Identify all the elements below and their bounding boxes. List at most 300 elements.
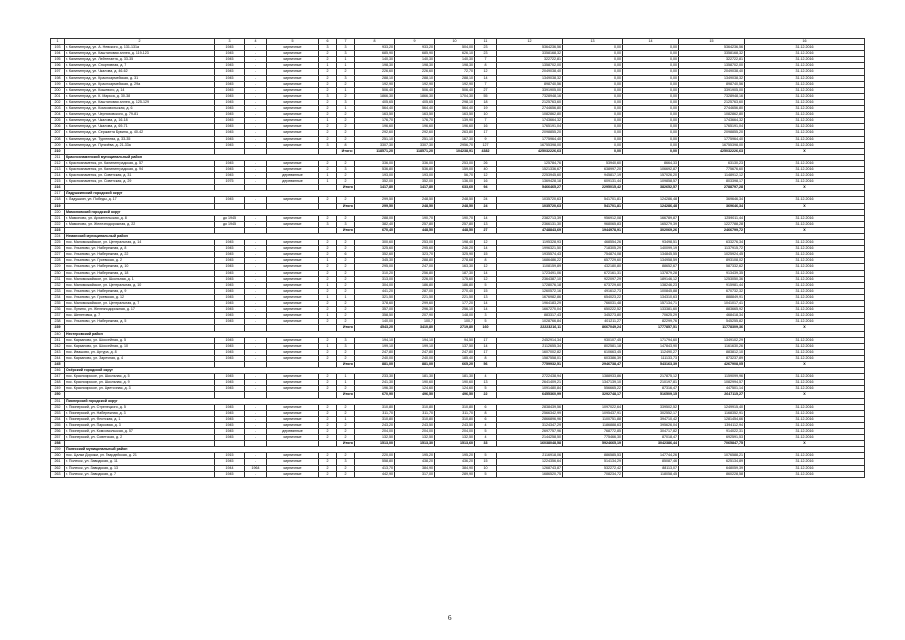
row-number: 242 [51, 343, 65, 349]
table-cell: 124286,48 [623, 203, 679, 209]
table-cell: 1667270,04 [497, 307, 563, 313]
table-cell: 8 [475, 63, 497, 69]
table-cell: 2744656,80 [497, 106, 563, 112]
address-cell: г. Калининград, ул. Каштановая аллея, д. 119-123 [65, 51, 215, 57]
table-cell: 124286,48 [623, 197, 679, 203]
table-cell: 1945 [215, 422, 245, 428]
table-cell: 270,40 [435, 288, 475, 294]
table-cell: 556665,22 [563, 386, 623, 392]
table-cell: 5 [475, 386, 497, 392]
table-cell: - [245, 380, 267, 386]
table-cell: 1100751,88 [563, 416, 623, 422]
table-cell: 31.12.2016 [745, 99, 865, 105]
row-number: 203 [51, 106, 65, 112]
table-cell: 1945 [215, 386, 245, 392]
table-cell: 1866,30 [395, 93, 435, 99]
table-cell: кирпичные [267, 69, 319, 75]
table-cell: 1945 [215, 270, 245, 276]
table-cell: 196,30 [355, 386, 395, 392]
table-cell: кирпичные [267, 118, 319, 124]
table-cell: 1 [337, 87, 355, 93]
table-cell: 2 [319, 57, 337, 63]
table-cell: 448,50 [395, 227, 435, 233]
table-cell: 1743664,32 [679, 118, 745, 124]
table-cell: 15 [475, 252, 497, 258]
table-cell: 31.12.2016 [745, 63, 865, 69]
table-cell: 31.12.2016 [745, 422, 865, 428]
table-cell: - [245, 294, 267, 300]
address-cell: г. Калининград, ул. Красноармейская, д. 29а [65, 81, 215, 87]
table-cell: 1268743,87 [497, 465, 563, 471]
table-cell: 2 [337, 422, 355, 428]
table-cell: кирпичные [267, 355, 319, 361]
row-number: 193 [51, 45, 65, 51]
table-cell: 323,70 [395, 252, 435, 258]
table-cell: 2 [337, 435, 355, 441]
table-cell: кирпичные [267, 51, 319, 57]
address-cell: г. Калининград, ул. Тургенева, д. 33-35 [65, 136, 215, 142]
row-number: 258 [51, 441, 65, 447]
table-cell: Итого [337, 203, 355, 209]
row-number: 196 [51, 63, 65, 69]
table-cell: 16755398,00 [679, 142, 745, 148]
table-cell: 945817,19 [563, 173, 623, 179]
address-cell: г. Калининград, ул. Красноармейская, д. 31 [65, 75, 215, 81]
table-cell: 3 [337, 75, 355, 81]
address-cell: пос. Карзаново, ул. Шоссейная, д. 5 [65, 337, 215, 343]
table-cell: 310,20 [355, 270, 395, 276]
column-number: 9 [395, 39, 435, 45]
column-number: 15 [679, 39, 745, 45]
table-cell: 2 [319, 136, 337, 142]
table-cell: 4382 [475, 148, 497, 154]
table-cell: 352,00 [395, 179, 435, 185]
table-cell: кирпичные [267, 124, 319, 130]
row-number: 238 [51, 319, 65, 325]
table-cell: 1347139,10 [563, 380, 623, 386]
table-cell: кирпичные [267, 87, 319, 93]
table-cell: 15 [475, 459, 497, 465]
table-cell: 506,40 [435, 87, 475, 93]
table-cell: 2049038,40 [679, 69, 745, 75]
table-cell: 175,60 [435, 276, 475, 282]
table-cell: 311,70 [435, 410, 475, 416]
table-cell: 31.12.2016 [745, 160, 865, 166]
row-number: 246 [51, 368, 65, 374]
section-title: Озёрский городской округ [65, 368, 865, 374]
table-cell: 5 [475, 319, 497, 325]
table-cell: 1 [337, 63, 355, 69]
table-cell: 24 [475, 197, 497, 203]
table-cell: 2 [319, 106, 337, 112]
table-cell: 1195328,93 [497, 240, 563, 246]
address-cell: пос. Ульяново, ул. Набережная, д. 9 [65, 288, 215, 294]
table-cell: 438,20 [395, 459, 435, 465]
address-cell: г. Пионерский, ул. Парковая, д. 3 [65, 422, 215, 428]
table-cell: 3 [337, 343, 355, 349]
table-cell: 1996321,50 [497, 246, 563, 252]
table-cell: 2 [319, 471, 337, 477]
table-cell: 468554,26 [563, 240, 623, 246]
address-cell: пос. Цалки Дорожи, ул. Гвардейская, д. 21 [65, 453, 215, 459]
table-cell: 27 [475, 87, 497, 93]
table-cell: 63130,23 [679, 160, 745, 166]
table-cell: 0,00 [563, 87, 623, 93]
table-cell: 1 [319, 63, 337, 69]
table-cell: 2641409,21 [497, 380, 563, 386]
table-cell: 2 [337, 215, 355, 221]
row-number: 227 [51, 252, 65, 258]
table-cell: 24 [475, 203, 497, 209]
table-cell: 13 [475, 221, 497, 227]
table-cell: 1945 [215, 429, 245, 435]
table-cell: кирпичные [267, 465, 319, 471]
table-cell: кирпичные [267, 276, 319, 282]
table-cell: 352,60 [355, 252, 395, 258]
table-cell: 27 [475, 227, 497, 233]
page-number: 6 [448, 614, 452, 622]
table-cell: 31.12.2016 [745, 118, 865, 124]
row-number: 221 [51, 215, 65, 221]
table-cell: 194,10 [395, 337, 435, 343]
table-cell: 165279,39 [623, 221, 679, 227]
table-cell: 1945 [215, 435, 245, 441]
table-cell: X [745, 325, 865, 331]
table-cell: 2116918,06 [497, 453, 563, 459]
table-cell: 31.12.2016 [745, 264, 865, 270]
table-cell: 31.12.2016 [745, 337, 865, 343]
table-cell: кирпичные [267, 435, 319, 441]
table-cell: кирпичные [267, 246, 319, 252]
table-cell: 295,00 [355, 264, 395, 270]
table-cell: 220,00 [355, 453, 395, 459]
table-cell: 532272,42 [563, 465, 623, 471]
table-cell: 2 [337, 465, 355, 471]
table-cell: 405,65 [355, 99, 395, 105]
table-cell: 136,00 [435, 179, 475, 185]
table-cell: 288,00 [355, 215, 395, 221]
address-cell: г. Калининград, ул. Каштановая аллея, д. 125-129 [65, 99, 215, 105]
table-cell: 2 [319, 435, 337, 441]
table-cell: 1935574,43 [497, 252, 563, 258]
table-cell: 31.12.2016 [745, 240, 865, 246]
address-cell: пос. Красноярское, ул. Школьная, д. 5 [65, 374, 215, 380]
table-cell: 137,50 [435, 343, 475, 349]
table-cell: 70625,29 [623, 313, 679, 319]
address-cell: г. Калининград, ул. Чкалова, д. 69-71 [65, 124, 215, 130]
table-cell: 246,20 [435, 246, 475, 252]
table-cell: 310,80 [395, 416, 435, 422]
table-cell: 100,7 [435, 319, 475, 325]
table-cell: 1944 [215, 465, 245, 471]
row-number: 234 [51, 294, 65, 300]
table-cell: 87018,47 [623, 435, 679, 441]
table-cell: 196,60 [435, 124, 475, 130]
table-row [51, 471, 865, 477]
table-cell: 14 [475, 343, 497, 349]
table-cell: 288,80 [395, 258, 435, 264]
table-cell: 1686486,22 [497, 258, 563, 264]
table-cell: 2 [337, 112, 355, 118]
table-cell: 442,90 [355, 471, 395, 477]
table-cell: 198,30 [435, 63, 475, 69]
table-cell: 100845,88 [623, 288, 679, 294]
table-cell: 3358168,32 [679, 51, 745, 57]
table-cell: кирпичные [267, 258, 319, 264]
table-cell: 186,80 [395, 282, 435, 288]
table-cell: 322722,81 [497, 57, 563, 63]
table-cell: 94 [475, 185, 497, 191]
table-cell: 104238,91 [435, 148, 475, 154]
column-number: 4 [245, 39, 267, 45]
table-cell: 85087,46 [623, 459, 679, 465]
table-cell: 31.12.2016 [745, 166, 865, 172]
column-number: 3 [215, 39, 245, 45]
table-cell: 1945 [215, 130, 245, 136]
table-cell: 257,80 [395, 221, 435, 227]
table-cell: 2 [337, 240, 355, 246]
row-number: 206 [51, 124, 65, 130]
table-cell: 1259011,44 [679, 215, 745, 221]
table-cell: 1148912,12 [679, 173, 745, 179]
table-cell: 2098855,20 [497, 130, 563, 136]
table-cell: 1035720,63 [497, 197, 563, 203]
table-cell: 3 [337, 459, 355, 465]
table-cell: 163,50 [355, 112, 395, 118]
table-cell: кирпичные [267, 93, 319, 99]
table-cell: 893108,02 [679, 258, 745, 264]
table-cell: 233,30 [355, 374, 395, 380]
table-cell: 2 [337, 471, 355, 477]
table-cell: 14 [475, 307, 497, 313]
table-cell: 933,20 [395, 45, 435, 51]
table-cell: 2788797,28 [679, 185, 745, 191]
table-cell: 31.12.2016 [745, 136, 865, 142]
table-cell: 1686520,75 [497, 471, 563, 477]
table-cell: 157134,71 [623, 301, 679, 307]
table-cell: 140,00 [355, 319, 395, 325]
table-cell: 2452914,34 [497, 337, 563, 343]
table-cell: 545255,82 [679, 319, 745, 325]
table-cell: 311,70 [355, 410, 395, 416]
table-cell: 754874,08 [563, 252, 623, 258]
table-cell: 187,30 [435, 270, 475, 276]
table-cell: кирпичные [267, 160, 319, 166]
table-cell: 2 [319, 288, 337, 294]
table-cell: 2 [337, 355, 355, 361]
table-cell: кирпичные [267, 374, 319, 380]
table-cell: 506,40 [355, 87, 395, 93]
table-cell: 118058,45 [623, 471, 679, 477]
table-cell: 625134,89 [679, 459, 745, 465]
address-cell: пос. Ульяново, ул. Набережная, д. 18 [65, 270, 215, 276]
table-cell: - [245, 301, 267, 307]
table-cell: - [245, 343, 267, 349]
table-cell: 395626,04 [623, 422, 679, 428]
table-cell: 1388933,86 [563, 374, 623, 380]
table-cell: - [245, 87, 267, 93]
address-cell: пос. Ульяново, ул. Набережная, д. 8 [65, 246, 215, 252]
housing-register-table [50, 38, 865, 478]
table-cell: 898740,56 [497, 81, 563, 87]
table-cell: 72,70 [435, 69, 475, 75]
address-cell: г. Калининград, ул. Черняховского, д. 79-81 [65, 112, 215, 118]
table-cell: 2 [337, 282, 355, 288]
table-cell: 2 [319, 124, 337, 130]
table-cell: X [745, 361, 865, 367]
section-title: Полесский муниципальный район [65, 447, 865, 453]
table-cell: 1866,30 [355, 93, 395, 99]
table-cell: 0,00 [623, 57, 679, 63]
table-cell: 0,00 [623, 118, 679, 124]
section-title: Пионерский городской округ [65, 398, 865, 404]
table-cell: 345,30 [355, 258, 395, 264]
table-cell: 3 [337, 51, 355, 57]
table-cell: 302069,26 [623, 227, 679, 233]
table-cell: кирпичные [267, 252, 319, 258]
table-cell: 405,65 [395, 99, 435, 105]
table-cell: 860228,58 [679, 471, 745, 477]
table-cell: 564,40 [355, 106, 395, 112]
table-cell: 394710,42 [623, 416, 679, 422]
table-cell: 2566342,99 [497, 410, 563, 416]
table-cell: 4 [475, 435, 497, 441]
table-cell: 226,00 [395, 276, 435, 282]
table-cell: 31.12.2016 [745, 355, 865, 361]
table-cell: 0,00 [563, 148, 623, 154]
table-cell: 321,50 [355, 294, 395, 300]
table-cell: 2 [337, 288, 355, 294]
table-cell: 87316,47 [623, 386, 679, 392]
table-cell: 31.12.2016 [745, 349, 865, 355]
table-cell: 253,00 [435, 160, 475, 166]
table-cell: 915981,44 [679, 282, 745, 288]
table-cell: 2 [319, 112, 337, 118]
table-cell: 1349038,32 [679, 75, 745, 81]
table-cell: 1025924,45 [679, 252, 745, 258]
table-cell: 432180,80 [563, 264, 623, 270]
table-cell: 16038048,58 [497, 441, 563, 447]
table-cell: 2866896,96 [497, 416, 563, 422]
table-cell: 0,00 [563, 93, 623, 99]
table-cell: 31.12.2016 [745, 142, 865, 148]
table-cell: 0,00 [563, 45, 623, 51]
table-cell: X [745, 227, 865, 233]
table-cell: 2 [319, 130, 337, 136]
table-cell: 132,50 [355, 435, 395, 441]
table-cell: 221,50 [435, 294, 475, 300]
table-cell: 441,20 [355, 288, 395, 294]
table-cell: 204,00 [395, 429, 435, 435]
section-title: Мамоновский городской округ [65, 209, 865, 215]
table-cell: 2 [337, 307, 355, 313]
table-cell: 31.12.2016 [745, 124, 865, 130]
table-cell: 140,30 [355, 57, 395, 63]
table-cell: 913439,35 [679, 270, 745, 276]
column-number: 13 [563, 39, 623, 45]
table-cell: 888849,91 [679, 294, 745, 300]
table-cell: 2 [319, 453, 337, 459]
row-number: 253 [51, 410, 65, 416]
table-cell: 491612,73 [563, 288, 623, 294]
table-cell: 1775964,40 [679, 136, 745, 142]
table-cell: 2 [319, 416, 337, 422]
table-cell: 16 [475, 179, 497, 185]
table-cell: 2 [337, 270, 355, 276]
table-cell: 2 [319, 99, 337, 105]
table-cell: 1945 [215, 301, 245, 307]
table-cell: 541701,81 [563, 203, 623, 209]
table-cell: 2 [337, 93, 355, 99]
table-cell: кирпичные [267, 380, 319, 386]
row-number: 245 [51, 361, 65, 367]
table-cell: 1369428,18 [497, 179, 563, 185]
table-cell: деревянные [267, 173, 319, 179]
row-number: 207 [51, 130, 65, 136]
table-cell: 0,00 [563, 69, 623, 75]
table-cell: 665,20 [435, 361, 475, 367]
table-cell: 0,00 [563, 142, 623, 148]
table-cell: 296,30 [395, 307, 435, 313]
table-cell: 384,90 [395, 465, 435, 471]
table-cell: кирпичные [267, 99, 319, 105]
table-cell: 1 [337, 57, 355, 63]
table-cell: 17 [475, 337, 497, 343]
address-cell: пос. Ульяново, ул. Набережная, д. 5 [65, 319, 215, 325]
table-cell: 289,90 [435, 471, 475, 477]
table-cell: 1945 [215, 106, 245, 112]
table-cell: 137879,28 [623, 270, 679, 276]
table-cell: 31.12.2016 [745, 465, 865, 471]
row-number: 222 [51, 221, 65, 227]
address-cell: пос. Шепетовка, д. 7 [65, 313, 215, 319]
table-cell: 1358702,00 [497, 63, 563, 69]
table-cell: кирпичные [267, 270, 319, 276]
table-cell: 2 [319, 349, 337, 355]
table-cell: 288,10 [395, 75, 435, 81]
table-cell: 192,90 [355, 81, 395, 87]
table-cell: 425032226,63 [497, 148, 563, 154]
table-cell: 1945 [215, 87, 245, 93]
table-cell: - [245, 270, 267, 276]
table-cell: 1945 [215, 173, 245, 179]
table-cell: 506,40 [395, 87, 435, 93]
row-number: 212 [51, 160, 65, 166]
table-cell: 310,80 [435, 404, 475, 410]
table-cell: 2 [319, 404, 337, 410]
address-cell: пос. Маломожайское, ул. Центральная, д. 10 [65, 282, 215, 288]
address-cell: г. Пионерский, ул. Стрелецкого, д. 5 [65, 404, 215, 410]
address-cell: пос. Маломожайское, ул. Школьная, д. 1 [65, 276, 215, 282]
column-number: 16 [745, 39, 865, 45]
table-cell: 7 [475, 81, 497, 87]
table-cell: 111133,73 [623, 355, 679, 361]
table-cell: 2 [337, 197, 355, 203]
table-cell: 1945 [215, 51, 245, 57]
table-cell: 140099,19 [623, 246, 679, 252]
table-cell: 147744,26 [623, 453, 679, 459]
table-cell: 609131,44 [563, 179, 623, 185]
table-cell: 384,90 [435, 465, 475, 471]
table-cell: 2 [337, 173, 355, 179]
table-cell: 2 [319, 459, 337, 465]
table-cell: 263,80 [435, 130, 475, 136]
table-cell: 369646,34 [679, 203, 745, 209]
table-cell: 1095437,91 [563, 410, 623, 416]
table-cell: 2 [337, 130, 355, 136]
table-cell: 12 [475, 69, 497, 75]
column-number: 10 [435, 39, 475, 45]
